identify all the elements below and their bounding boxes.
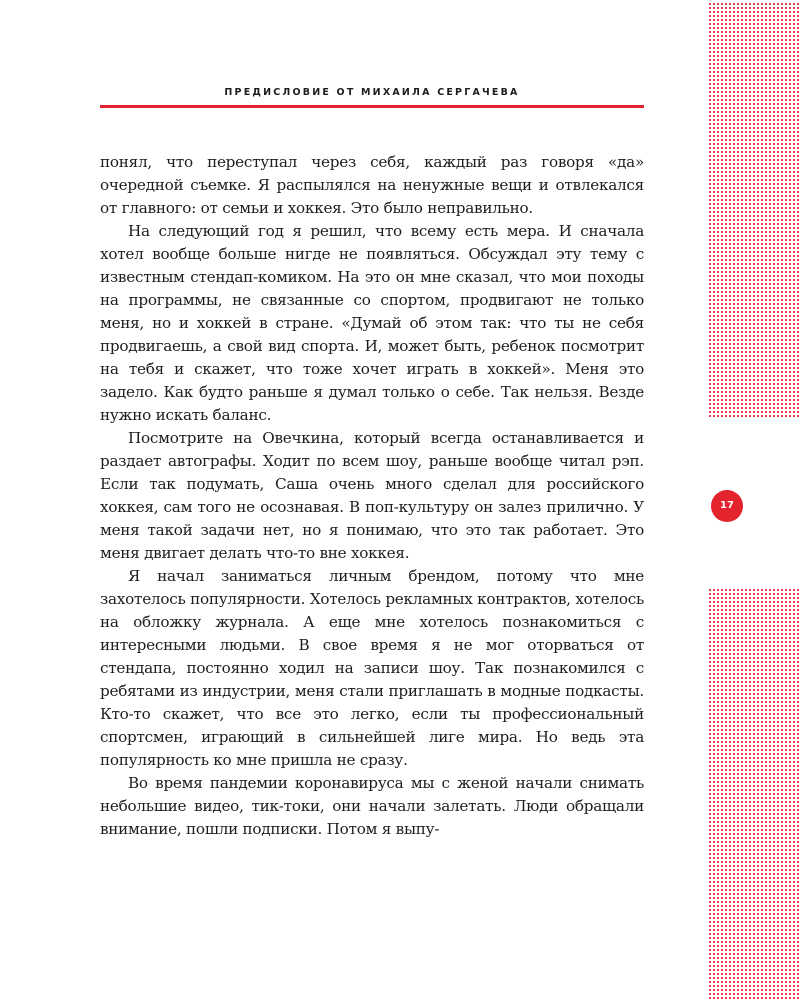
dot-pattern-top [708,2,800,418]
paragraph-4: Я начал заниматься личным брендом, потому что мне захотелось популярности. Хотелось рекламных контрактов, хотелось на обложку журнала. А еще мне хотелось познакомиться с интересными людьми. В свое время я не мог оторваться от стендапа, постоянно ходил на записи шоу. Так познакомился с ребятами из индустрии, меня стали приглашать в модные подкасты. Кто-то скажет, что все это легко, если ты профессиональный спортсмен, играющий в сильнейшей лиге мира. Но ведь эта популярность ко мне пришла не сразу. [100,567,644,769]
header-rule [100,105,644,108]
paragraph-3: Посмотрите на Овечкина, который всегда останавливается и раздает автографы. Ходит по всем шоу, раньше вообще читал рэп. Если так подумать, Саша очень много сделал для российского хоккея, сам того не осознавая. В поп-культуру он залез прилично. У меня такой задачи нет, но я понимаю, что это так работает. Это меня двигает делать что-то вне хоккея. [100,429,644,562]
body-text [100,151,644,841]
paragraph-1: понял, что переступал через себя, каждый раз говоря «да» очередной съемке. Я распылялся на ненужные вещи и отвлекался от главного: от семьи и хоккея. Это было неправильно. [100,153,644,217]
paragraph-2: На следующий год я решил, что всему есть мера. И сначала хотел вообще больше нигде не появляться. Обсуждал эту тему с известным стендап-комиком. На это он мне сказал, что мои походы на программы, не связанные со спортом, продвигают не только меня, но и хоккей в стране. «Думай об этом так: что ты не себя продвигаешь, а свой вид спорта. И, может быть, ребенок посмотрит на тебя и скажет, что тоже хочет играть в хоккей». Меня это задело. Как будто раньше я думал только о себе. Так нельзя. Везде нужно искать баланс. [100,222,644,424]
paragraph-5: Во время пандемии коронавируса мы с женой начали снимать небольшие видео, тик-токи, они начали залетать. Люди обращали внимание, пошли подписки. Потом я выпу- [100,774,644,838]
page-number-badge: 17 [711,490,743,522]
running-header: ПРЕДИСЛОВИЕ ОТ МИХАИЛА СЕРГАЧЕВА [224,87,520,98]
dot-pattern-bottom [708,588,800,1000]
